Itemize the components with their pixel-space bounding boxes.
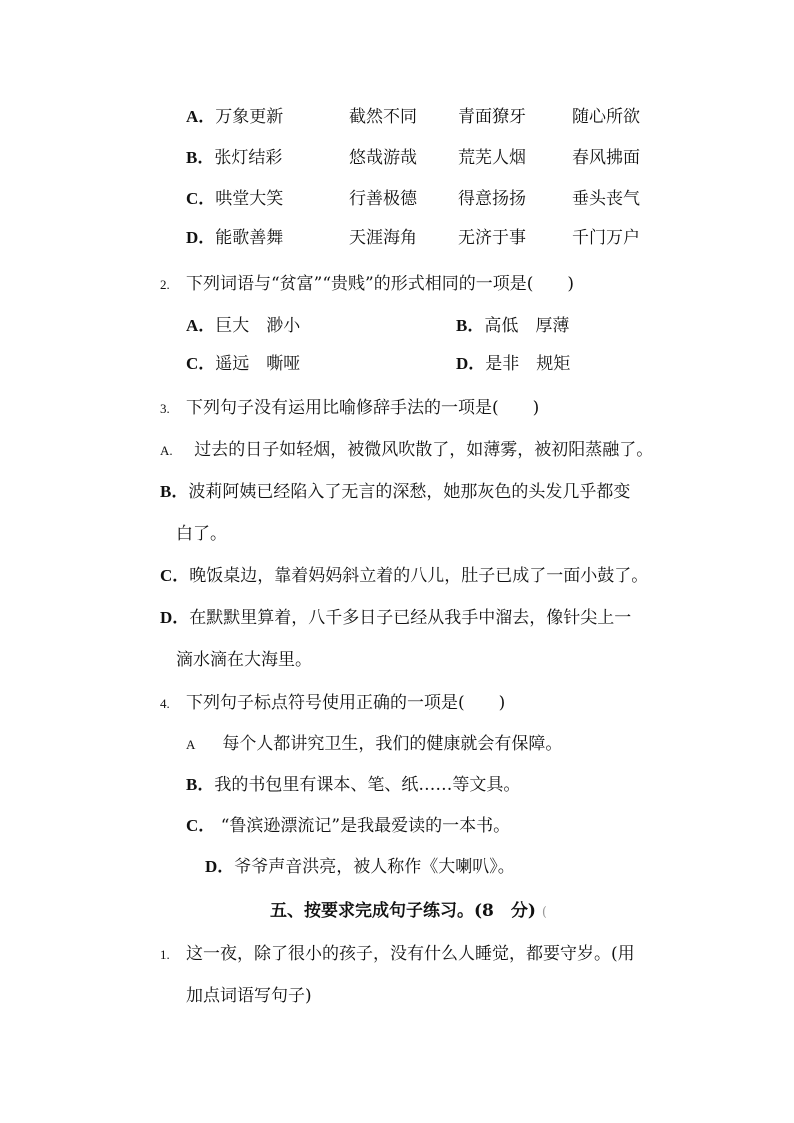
option-text: 每个人都讲究卫生，我们的健康就会有保障。 xyxy=(222,734,563,754)
question-number: 4. xyxy=(160,696,170,711)
idiom: 天涯海角 xyxy=(349,228,417,248)
option-text: 巨大 渺小 xyxy=(215,316,301,336)
option-text: 是非 规矩 xyxy=(485,354,571,374)
section-title: 五、按要求完成句子练习。(8 分) xyxy=(270,901,536,921)
question-number: 1. xyxy=(160,947,170,962)
q1-option-a xyxy=(186,106,283,128)
q3-option-b xyxy=(160,481,630,503)
question-text: 下列句子没有运用比喻修辞手法的一项是( ) xyxy=(185,398,540,418)
idiom: 垂头丧气 xyxy=(572,189,640,209)
q2-option-b xyxy=(456,315,569,337)
option-label: A xyxy=(186,737,196,752)
idiom: 春风拂面 xyxy=(572,148,640,168)
q1-option-b xyxy=(186,147,282,169)
q3-option-d xyxy=(160,607,631,629)
idiom: 随心所欲 xyxy=(572,107,640,127)
idiom: 悠哉游哉 xyxy=(349,148,417,168)
option-label: D． xyxy=(186,228,216,247)
option-label: D． xyxy=(456,354,486,373)
option-label: B． xyxy=(456,316,485,335)
option-text: 在默默里算着，八千多日子已经从我手中溜去，像针尖上一 xyxy=(189,608,632,628)
q2-option-d xyxy=(456,353,570,375)
question-text: 下列句子标点符号使用正确的一项是( ) xyxy=(185,693,506,713)
option-label: D． xyxy=(205,857,235,876)
q5-1-stem xyxy=(160,943,635,966)
option-label: D． xyxy=(160,608,190,627)
q4-option-c xyxy=(186,815,510,837)
option-text: 万象更新 xyxy=(215,107,284,127)
option-label: B． xyxy=(160,482,189,501)
idiom: 行善极德 xyxy=(349,189,417,209)
q3-stem xyxy=(160,397,539,420)
q4-option-a xyxy=(186,733,562,756)
option-text: 遥远 嘶哑 xyxy=(215,354,301,374)
question-number: 2. xyxy=(160,277,170,292)
option-text: 张灯结彩 xyxy=(214,148,283,168)
option-label: C． xyxy=(186,354,216,373)
option-label: A． xyxy=(186,107,216,126)
option-text: 我的书包里有课本、笔、纸……等文具。 xyxy=(214,775,521,795)
q3-option-c xyxy=(160,565,648,587)
q2-stem xyxy=(160,273,574,296)
question-text: 下列词语与“贫富”“贵贱”的形式相同的一项是( ) xyxy=(185,274,574,294)
option-label: C． xyxy=(186,189,216,208)
option-label: B． xyxy=(186,148,215,167)
q4-option-b xyxy=(186,774,520,796)
option-text: 高低 厚薄 xyxy=(484,316,570,336)
section-heading xyxy=(270,900,547,924)
q5-1-stem-cont: 加点词语写句子) xyxy=(186,986,312,1006)
question-number: 3. xyxy=(160,401,170,416)
q4-option-d xyxy=(205,856,515,878)
option-text: 哄堂大笑 xyxy=(215,189,284,209)
option-text: 过去的日子如轻烟，被微风吹散了，如薄雾，被初阳蒸融了。 xyxy=(194,440,654,460)
q1-option-c xyxy=(186,188,283,210)
idiom: 荒芜人烟 xyxy=(458,148,526,168)
option-text: 晚饭桌边，靠着妈妈斜立着的八儿，肚子已成了一面小鼓了。 xyxy=(189,566,649,586)
q4-stem xyxy=(160,692,505,715)
option-label: B． xyxy=(186,775,215,794)
question-text: 这一夜，除了很小的孩子，没有什么人睡觉，都要守岁。(用 xyxy=(185,944,635,964)
option-text: 波莉阿姨已经陷入了无言的深愁，她那灰色的头发几乎都变 xyxy=(188,482,631,502)
idiom: 千门万户 xyxy=(572,228,640,248)
option-label: C． xyxy=(160,566,190,585)
q1-option-d xyxy=(186,227,283,249)
q3-option-a xyxy=(160,439,653,462)
q3-option-b-cont: 白了。 xyxy=(176,524,227,544)
idiom: 青面獠牙 xyxy=(458,107,526,127)
q2-option-c xyxy=(186,353,300,375)
q3-option-d-cont: 滴水滴在大海里。 xyxy=(176,650,312,670)
option-text: “鲁滨逊漂流记”是我最爱读的一本书。 xyxy=(220,816,511,836)
q2-option-a xyxy=(186,315,300,337)
stray-mark: ( xyxy=(541,905,547,920)
option-text: 爷爷声音洪亮，被人称作《大喇叭》。 xyxy=(234,857,515,877)
idiom: 无济于事 xyxy=(458,228,526,248)
option-label: A. xyxy=(160,443,173,458)
option-label: A． xyxy=(186,316,216,335)
idiom: 得意扬扬 xyxy=(458,189,526,209)
idiom: 截然不同 xyxy=(349,107,417,127)
option-label: C． xyxy=(186,816,216,835)
option-text: 能歌善舞 xyxy=(215,228,284,248)
